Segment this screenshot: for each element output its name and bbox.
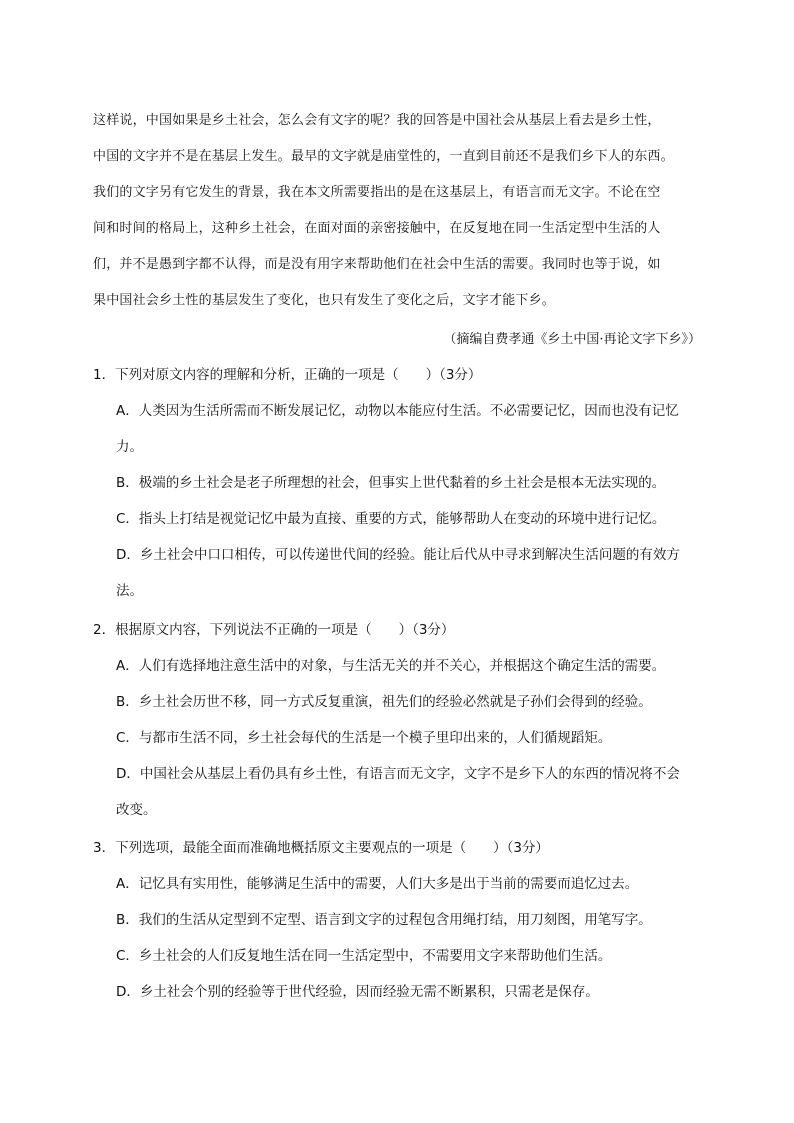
option-a-continued: 力。: [116, 439, 143, 455]
question-stem: 1．下列对原文内容的理解和分析，正确的一项是（ ）（3分）: [93, 367, 482, 383]
option-d-continued: 改变。: [116, 802, 157, 818]
option-c: C．指头上打结是视觉记忆中最为直接、重要的方式，能够帮助人在变动的环境中进行记忆。: [116, 511, 666, 527]
option-d: D．中国社会从基层上看仍具有乡土性，有语言而无文字，文字不是乡下人的东西的情况将不会: [116, 766, 680, 782]
passage-source: （摘编自费孝通《乡土中国·再论文字下乡》）: [443, 332, 701, 347]
passage-line: 果中国社会乡土性的基层发生了变化，也只有发生了变化之后，文字才能下乡。: [93, 293, 556, 308]
option-b: B．极端的乡土社会是老子所理想的社会，但事实上世代黏着的乡土社会是根本无法实现的。: [116, 475, 666, 491]
option-d: D．乡土社会中口口相传，可以传递世代间的经验。能让后代从中寻求到解决生活问题的有效方: [116, 547, 680, 563]
passage-excerpt: [93, 103, 703, 319]
option-b: B．我们的生活从定型到不定型、语言到文字的过程包含用绳打结，用刀刻图，用笔写字。: [116, 912, 652, 928]
option-d-continued: 法。: [116, 583, 143, 599]
question-1: [93, 357, 713, 609]
passage-line: 这样说，中国如果是乡土社会，怎么会有文字的呢？我的回答是中国社会从基层上看去是乡土性，: [93, 113, 661, 128]
option-d: D．乡土社会个别的经验等于世代经验，因而经验无需不断累积，只需老是保存。: [116, 984, 599, 1000]
passage-line: 间和时间的格局上，这种乡土社会，在面对面的亲密接触中，在反复地在同一生活定型中生活的人: [93, 221, 661, 236]
question-2: [93, 612, 713, 828]
option-a: A．人类因为生活所需而不断发展记忆，动物以本能应付生活。不必需要记忆，因而也没有记忆: [116, 403, 679, 419]
option-c: C．乡土社会的人们反复地生活在同一生活定型中，不需要用文字来帮助他们生活。: [116, 948, 612, 964]
question-3: [93, 830, 713, 1010]
option-c: C．与都市生活不同，乡土社会每代的生活是一个模子里印出来的，人们循规蹈矩。: [116, 730, 612, 746]
option-a: A．记忆具有实用性，能够满足生活中的需要，人们大多是出于当前的需要而追忆过去。: [116, 876, 639, 892]
passage-line: 们，并不是愚到字都不认得，而是没有用字来帮助他们在社会中生活的需要。我同时也等于说，如: [93, 257, 661, 272]
option-b: B．乡土社会历世不移，同一方式反复重演，祖先们的经验必然就是子孙们会得到的经验。: [116, 694, 652, 710]
option-a: A．人们有选择地注意生活中的对象，与生活无关的并不关心，并根据这个确定生活的需要。: [116, 658, 666, 674]
question-stem: 2．根据原文内容，下列说法不正确的一项是（ ）（3分）: [93, 622, 455, 638]
passage-line: 中国的文字并不是在基层上发生。最早的文字就是庙堂性的，一直到目前还不是我们乡下人的东西。: [93, 149, 674, 164]
question-stem: 3．下列选项，最能全面而准确地概括原文主要观点的一项是（ ）（3分）: [93, 840, 549, 856]
passage-line: 我们的文字另有它发生的背景，我在本文所需要指出的是在这基层上，有语言而无文字。不论在空: [93, 185, 661, 200]
